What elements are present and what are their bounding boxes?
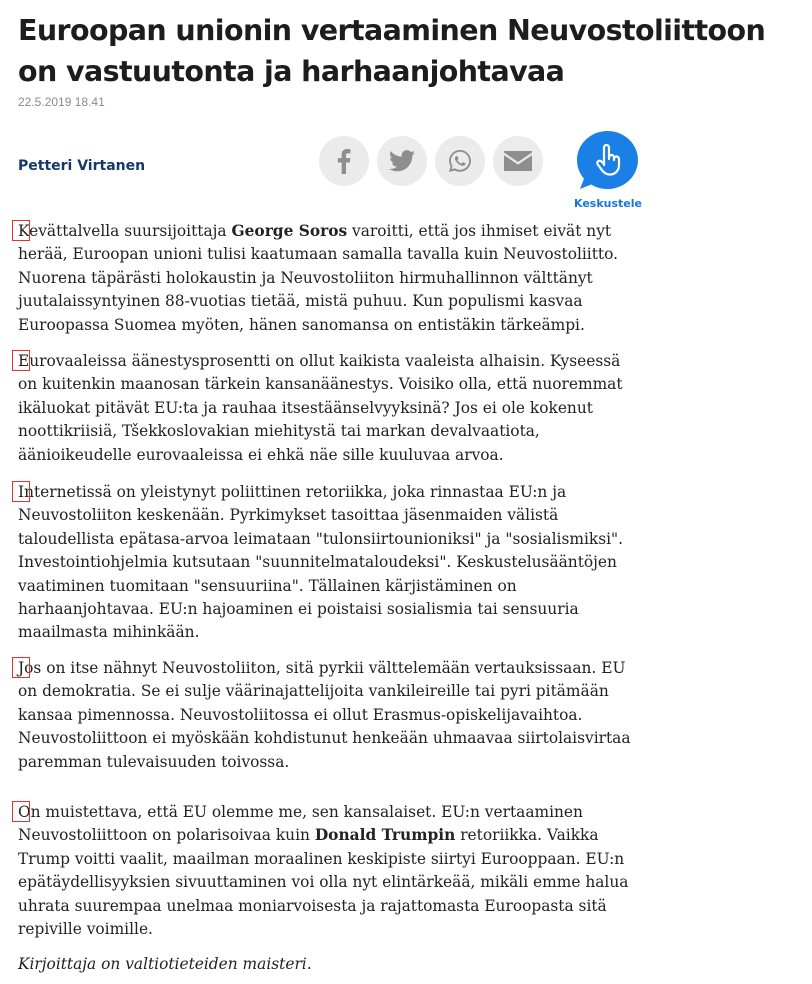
article-paragraph: Eurovaaleissa äänestysprosentti on ollut kaikista vaaleista alhaisin. Kyseessä on kuitenkin maanosan tärkein kansanäänestys. Voisiko olla, että nuoremmat ikäluokat pitävät EU:ta ja rauhaa itsestäänselvyyksinä? Jos ei ole kokenut noottikriisiä, Tšekkoslovakian miehitystä tai markan devalvaatiota, äänioikeudelle eurovaaleissa ei ehkä näe sille kuuluvaa arvoa. xyxy=(18,352,623,464)
author-name[interactable]: Petteri Virtanen xyxy=(18,158,146,174)
twitter-share-button[interactable] xyxy=(377,136,427,186)
whatsapp-share-button[interactable] xyxy=(435,136,485,186)
article-paragraph: Internetissä on yleistynyt poliittinen retoriikka, joka rinnastaa EU:n ja Neuvostoliiton keskenään. Pyrkimykset tasoittaa jäsenmaiden välistä taloudellista epätasa-arvoa leimataan "tulonsiirtounioniksi" ja "sosialismiksi". Investointiohjelmia kutsutaan "suunnitelmataloudeksi". Keskustelusääntöjen vaatiminen tuomitaan "sensuuriina". Tällainen kärjistäminen on harhaanjohtavaa. EU:n hajoaminen ei poistaisi sosialismia tai sensuuria maailmasta mihinkään. xyxy=(18,483,623,642)
author-credit: Kirjoittaja on valtiotieteiden maisteri. xyxy=(18,955,312,973)
article-paragraph: On muistettava, että EU olemme me, sen kansalaiset. EU:n vertaaminen Neuvostoliittoon on polarisoivaa kuin Donald Trumpin retoriikka. Vaikka Trump voitti vaalit, maailman moraalinen keskipiste siirtyi Eurooppaan. EU:n epätäydellisyyksien sivuuttaminen voi olla nyt elintärkeää, mikäli emme halua uhrata suurempaa unelmaa moniarvoisesta ja rajattomasta Euroopasta sitä repiville voimille. xyxy=(18,803,629,939)
article-paragraph: Jos on itse nähnyt Neuvostoliiton, sitä pyrkii välttelemään vertauksissaan. EU on demokratia. Se ei sulje väärinajattelijoita vankileireille tai pyri pitämään kansaa pimennossa. Neuvostoliitossa ei ollut Erasmus-opiskelijavaihtoa. Neuvostoliittoon ei myöskään kohdistunut henkeään uhmaavaa siirtolaisvirtaa paremman tulevaisuuden toivossa. xyxy=(18,659,631,771)
twitter-icon xyxy=(389,150,415,172)
article-paragraph: Kevättalvella suursijoittaja George Soros varoitti, että jos ihmiset eivät nyt herää, Euroopan unioni tulisi kaatumaan samalla tavalla kuin Neuvostoliitto. Nuorena täpärästi holokaustin ja Neuvostoliiton hirmuhallinnon välttänyt juutalaissyntyinen 88-vuotias tietää, mistä puhuu. Kun populismi kasvaa Euroopassa Suomea myöten, hänen sanomansa on entistäkin tärkeämpi. xyxy=(18,222,618,334)
article-headline: Euroopan unionin vertaaminen Neuvostoliittoon on vastuutonta ja harhaanjohtavaa xyxy=(18,14,766,88)
email-share-button[interactable] xyxy=(493,136,543,186)
facebook-icon xyxy=(333,148,355,174)
facebook-share-button[interactable] xyxy=(319,136,369,186)
publish-date: 22.5.2019 18.41 xyxy=(18,95,105,109)
discuss-label[interactable]: Keskustele xyxy=(574,197,642,210)
discuss-button[interactable] xyxy=(577,131,638,190)
whatsapp-icon xyxy=(447,148,473,174)
email-icon xyxy=(504,151,532,171)
